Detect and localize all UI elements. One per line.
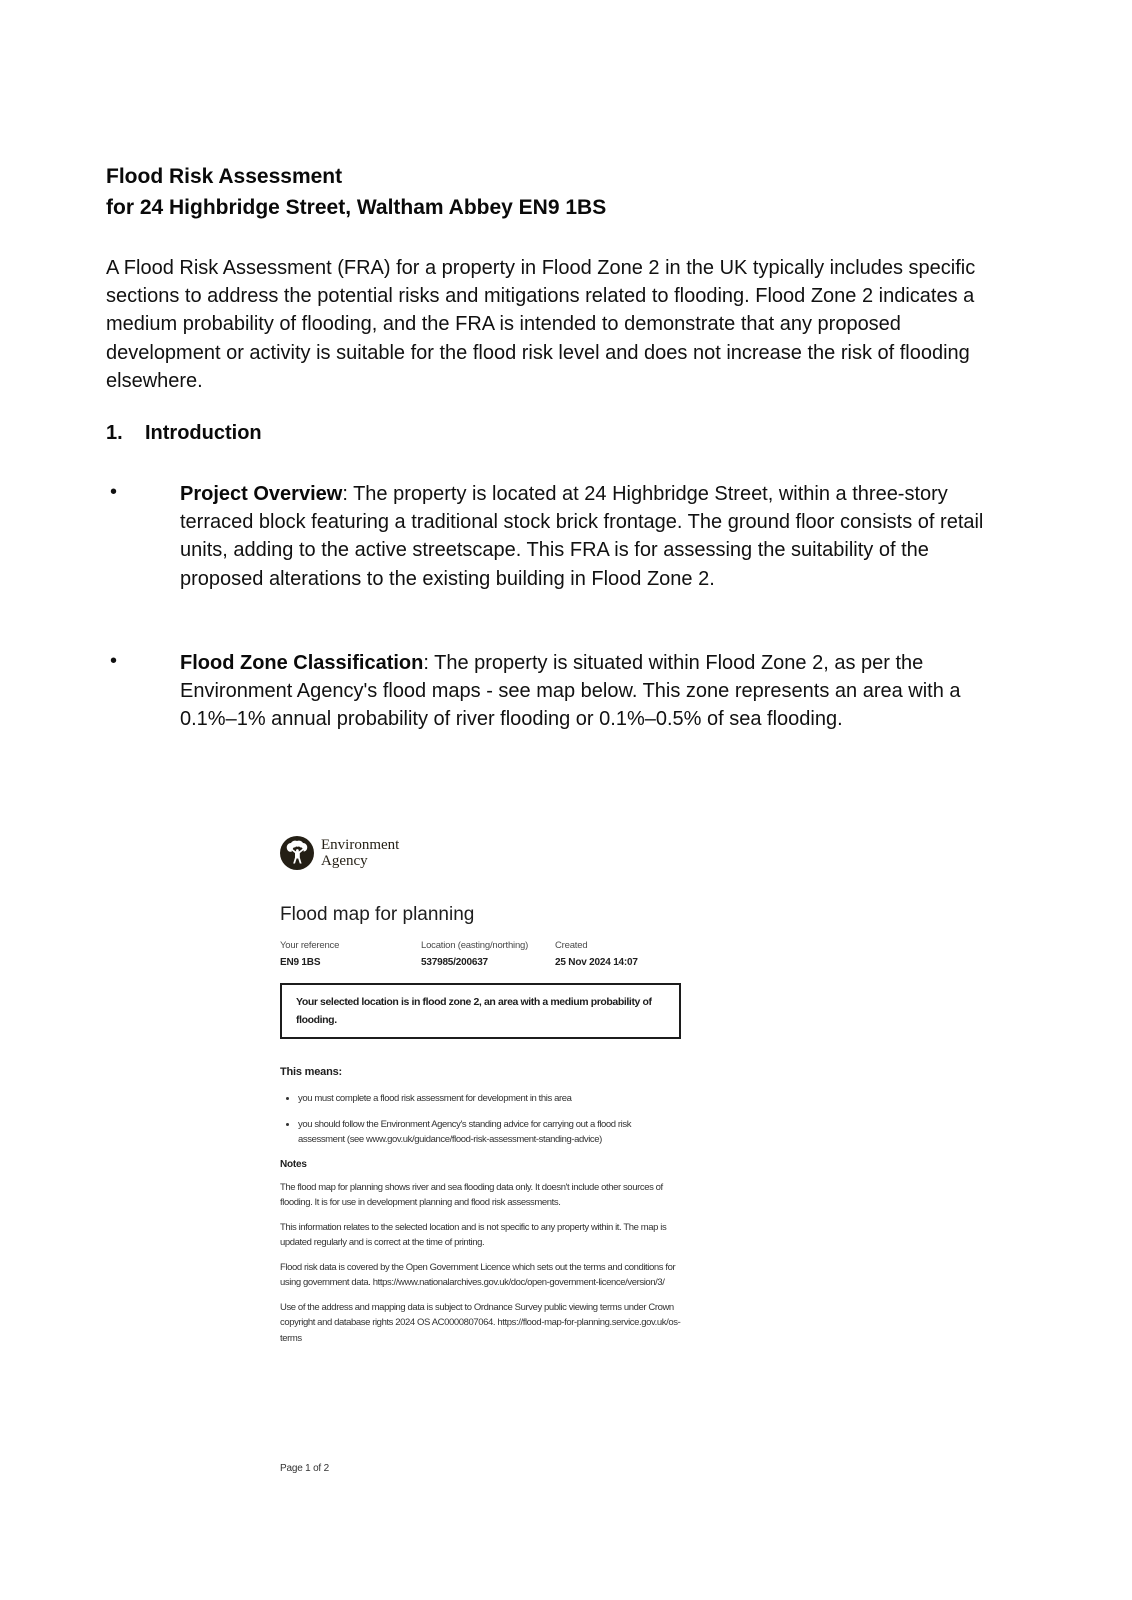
page-number: Page 1 of 2 <box>280 1463 329 1474</box>
field-label: Your reference <box>280 940 340 951</box>
this-means-item: • you should follow the Environment Agency's standing advice for carrying out a flood risk assessment (see www.gov.uk/guidance/flood-risk-assessment-standing-advice) <box>298 1117 681 1148</box>
bullet-glyph: • <box>110 481 118 503</box>
bullet-label: Flood Zone Classification <box>180 652 424 674</box>
field-label: Created <box>555 940 588 951</box>
environment-agency-logo <box>280 836 681 870</box>
field-value: 25 Nov 2024 14:07 <box>555 957 638 968</box>
document-title-line2: for 24 Highbridge Street, Waltham Abbey EN9 1BS <box>106 196 607 219</box>
wordmark-line1: Environment <box>321 837 400 853</box>
note-paragraph: The flood map for planning shows river and sea flooding data only. It doesn't include other sources of flooding. It is for use in development planning and flood risk assessments. <box>280 1181 663 1208</box>
environment-agency-wordmark <box>321 837 399 869</box>
field-value: EN9 1BS <box>280 957 321 968</box>
section-number: 1. <box>106 422 123 444</box>
environment-agency-roundel-icon <box>280 836 314 870</box>
section-heading-introduction <box>106 422 262 445</box>
note-paragraph: This information relates to the selected location and is not specific to any property within it. The map is updated regularly and is correct at the time of printing. <box>280 1221 667 1248</box>
note-paragraph: Flood risk data is covered by the Open Government Licence which sets out the terms and conditions for using government data. https://www.nationalarchives.gov.uk/doc/open-government-licence/version/3/ <box>280 1261 676 1288</box>
bullet-flood-zone-classification <box>106 649 996 734</box>
this-means-item: • you must complete a flood risk assessment for development in this area <box>298 1091 681 1107</box>
wordmark-line2: Agency <box>321 853 368 869</box>
bullet-text: : The property is situated within Flood Zone 2, as per the Environment Agency's flood maps - see map below. This zone represents an area with a 0.1%–1% annual probability of river flooding or 0.1%–0.5% of sea flooding. <box>180 652 961 731</box>
field-value: 537985/200637 <box>421 957 488 968</box>
intro-paragraph: A Flood Risk Assessment (FRA) for a property in Flood Zone 2 in the UK typically includes specific sections to address the potential risks and mitigations related to flooding. Flood Zone 2 indicates a medium probability of flooding, and the FRA is intended to demonstrate that any proposed development or activity is suitable for the flood risk level and does not increase the risk of flooding elsewhere. <box>106 257 976 392</box>
document-title-line1: Flood Risk Assessment <box>106 165 343 188</box>
this-means-heading: This means: <box>280 1066 342 1078</box>
report-heading: Flood map for planning <box>280 904 475 925</box>
bullet-label: Project Overview <box>180 483 343 505</box>
section-title: Introduction <box>145 422 262 444</box>
bullet-text: : The property is located at 24 Highbridge Street, within a three-story terraced block featuring a traditional stock brick frontage. The ground floor consists of retail units, adding to the active streetscape. This FRA is for assessing the suitability of the proposed alterations to the existing building in Flood Zone 2. <box>180 483 984 590</box>
reference-row <box>280 940 681 969</box>
flood-zone-alert-box: Your selected location is in flood zone 2, an area with a medium probability of flooding. <box>280 983 681 1039</box>
notes-heading: Notes <box>280 1158 307 1170</box>
bullet-glyph: • <box>110 650 118 672</box>
reference-field-your-reference <box>280 940 421 969</box>
reference-field-created <box>555 940 681 969</box>
flood-map-report <box>280 836 681 1346</box>
note-paragraph: Use of the address and mapping data is subject to Ordnance Survey public viewing terms under Crown copyright and database rights 2024 OS AC0000807064. https://flood-map-for-planning.service.gov.uk/os-terms <box>280 1301 681 1344</box>
bullet-project-overview <box>106 480 996 593</box>
reference-field-location <box>421 940 555 969</box>
field-label: Location (easting/northing) <box>421 940 529 951</box>
document-title <box>106 161 1026 223</box>
this-means-list <box>280 1091 681 1148</box>
